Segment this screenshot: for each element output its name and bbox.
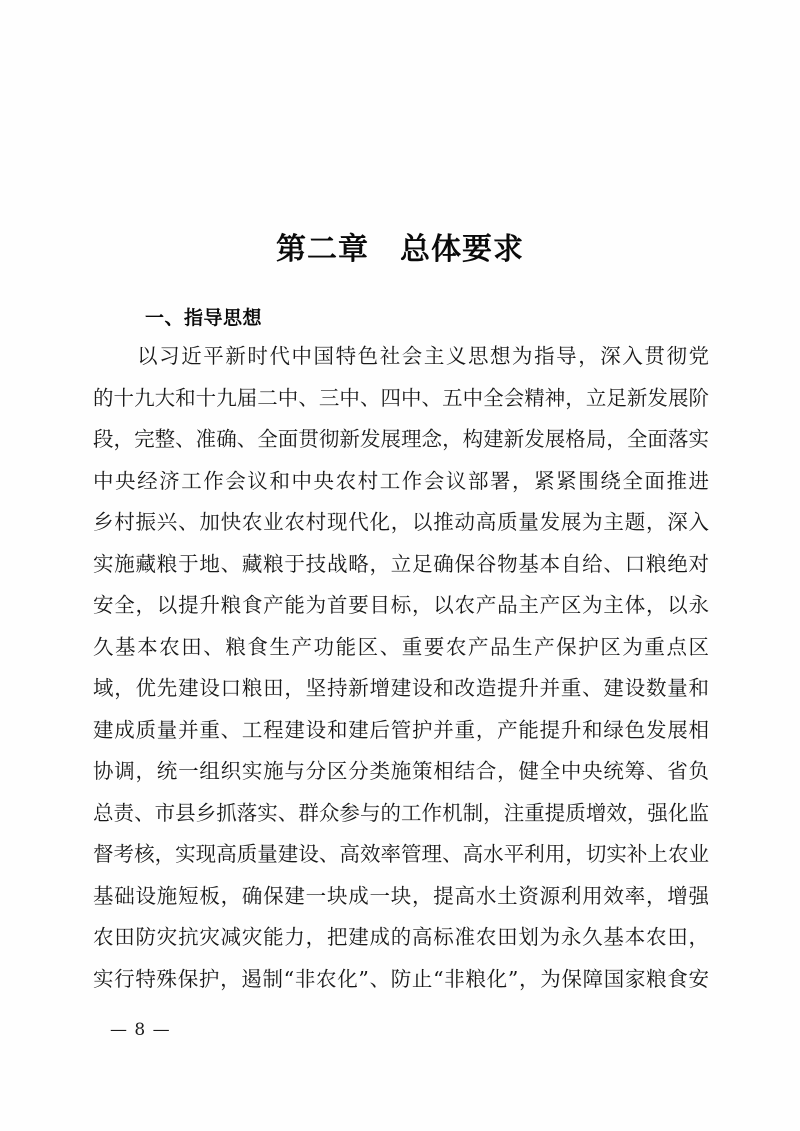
body-line: 协调，统一组织实施与分区分类施策相结合，健全中央统筹、省负 [93,759,709,783]
body-line: 久基本农田、粮食生产功能区、重要农产品生产保护区为重点区 [93,634,709,659]
body-line: 中央经济工作会议和中央农村工作会议部署，紧紧围绕全面推进 [93,468,709,493]
body-line: 建成质量并重、工程建设和建后管护并重，产能提升和绿色发展相 [93,717,709,742]
body-line: 实施藏粮于地、藏粮于技战略，立足确保谷物基本自给、口粮绝对 [93,551,709,576]
body-line: 乡村振兴、加快农业农村现代化，以推动高质量发展为主题，深入 [93,510,709,534]
chapter-title: 第二章 总体要求 [276,232,524,268]
body-line: 安全，以提升粮食产能为首要目标，以农产品主产区为主体，以永 [93,593,709,617]
body-line: 督考核，实现高质量建设、高效率管理、高水平利用，切实补上农业 [93,842,709,866]
body-line: 段，完整、准确、全面贯彻新发展理念，构建新发展格局，全面落实 [93,427,709,451]
body-line: 的十九大和十九届二中、三中、四中、五中全会精神，立足新发展阶 [93,385,709,410]
body-line: 总责、市县乡抓落实、群众参与的工作机制，注重提质增效，强化监 [93,800,709,825]
body-line: 实行特殊保护，遏制“非农化”、防止“非粮化”，为保障国家粮食安 [93,966,709,991]
body-paragraph [93,336,709,1000]
section-heading: 一、指导思想 [145,306,263,329]
body-line: 域，优先建设口粮田，坚持新增建设和改造提升并重、建设数量和 [93,676,709,700]
body-line: 基础设施短板，确保建一块成一块，提高水土资源利用效率，增强 [93,883,709,908]
body-line: 以习近平新时代中国特色社会主义思想为指导，深入贯彻党 [93,344,709,368]
page-number: — 8 — [110,1020,171,1040]
body-line: 农田防灾抗灾减灾能力，把建成的高标准农田划为永久基本农田， [93,925,709,949]
